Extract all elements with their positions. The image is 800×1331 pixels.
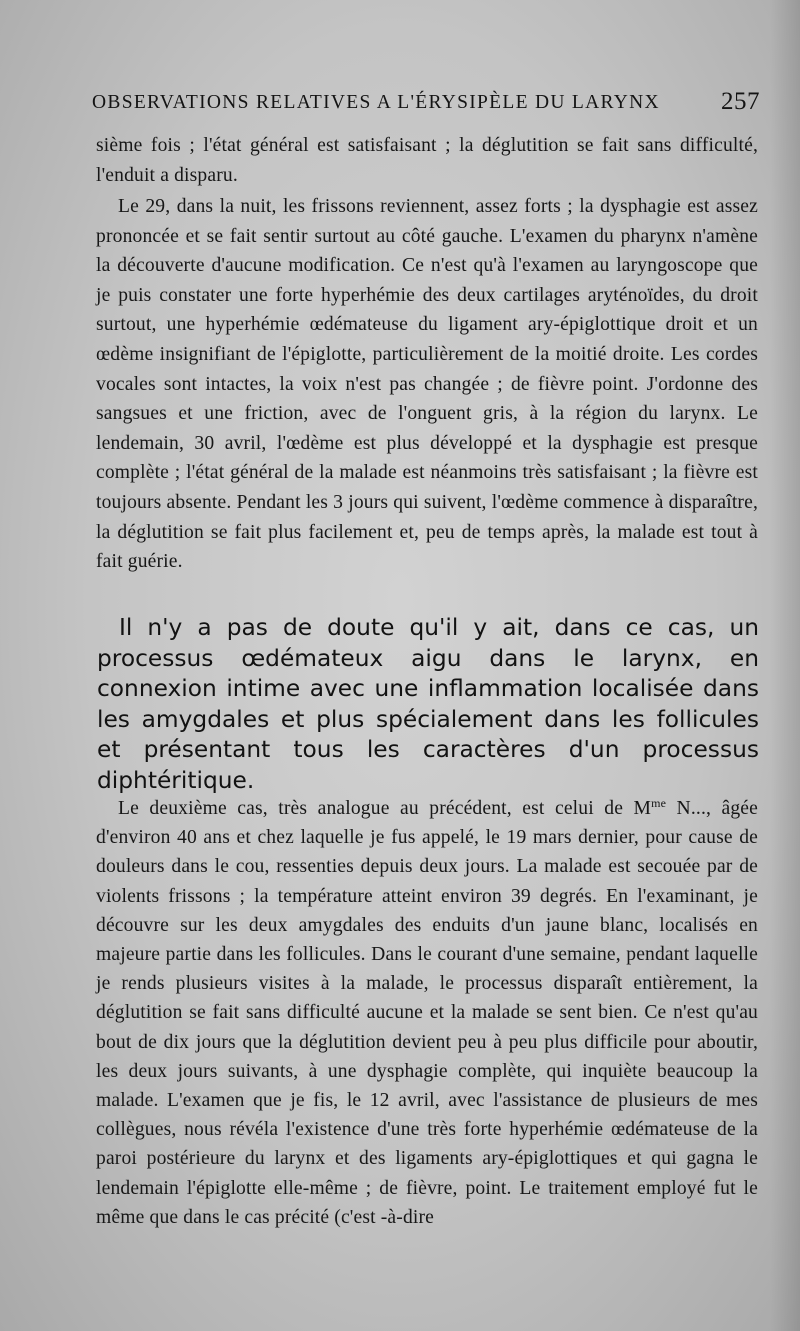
paragraph-case-two [96,794,758,1232]
case-two-opening: Le deuxième cas, très analogue au précédent, est celui de M [118,798,652,819]
page-edge-shadow [770,0,800,1331]
running-title: OBSERVATIONS RELATIVES A L'ÉRYSIPÈLE DU LARYNX [92,92,660,113]
running-header [92,88,772,118]
paragraph-conclusion: Il n'y a pas de doute qu'il y ait, dans ce cas, un processus œdémateux aigu dans le larynx, en connexion intime avec une inflammation localisée dans les amygdales et plus spécialement dans les follicules et présentant tous les caractères d'un processus diphtéritique. [97,614,759,794]
page-number: 257 [721,88,760,115]
title-abbreviation-superscript: me [651,796,667,810]
paragraph-case-one: Le 29, dans la nuit, les frissons reviennent, assez forts ; la dysphagie est assez prononcée et se fait sentir surtout au côté gauche. L'examen du pharynx n'amène la découverte d'aucune modification. Ce n'est qu'à l'examen au laryngoscope que je puis constater une forte hyperhémie des deux cartilages aryténoïdes, du droit surtout, une hyperhémie œdémateuse du ligament ary-épiglottique droit et un œdème insignifiant de l'épiglotte, particulièrement de la moitié droite. Les cordes vocales sont intactes, la voix n'est pas changée ; de fièvre point. J'ordonne des sangsues et une friction, avec de l'onguent gris, à la région du larynx. Le lendemain, 30 avril, l'œdème est plus développé et la dysphagie est presque complète ; l'état général de la malade est néanmoins très satisfaisant ; la fièvre est toujours absente. Pendant les 3 jours qui suivent, l'œdème commence à disparaître, la déglutition se fait plus facilement et, peu de temps après, la malade est tout à fait guérie. [96,196,758,573]
paragraph-continuation: sième fois ; l'état général est satisfaisant ; la déglutition se fait sans difficulté, l'enduit a disparu. [96,135,758,186]
case-two-body: N..., âgée d'environ 40 ans et chez laquelle je fus appelé, le 19 mars dernier, pour cause de douleurs dans le cou, ressenties depuis deux jours. La malade est secouée par de violents frissons ; la température atteint environ 39 degrés. En l'examinant, je découvre sur les deux amygdales des enduits d'un jaune blanc, localisés en majeure partie dans les follicules. Dans le courant d'une semaine, pendant laquelle je rends plusieurs visites à la malade, le processus disparaît entièrement, la déglutition se fait sans difficulté aucune et la malade se sent bien. Ce n'est qu'au bout de dix jours que la déglutition devient peu à peu plus difficile pour aboutir, les deux jours suivants, à une dysphagie complète, qui inquiète beaucoup la malade. L'examen que je fis, le 12 avril, avec l'assistance de plusieurs de mes collègues, nous révéla l'existence d'une très forte hyperhémie œdémateuse de la paroi postérieure du larynx et des ligaments ary-épiglottiques et qui gagna le lendemain l'épiglotte elle-même ; de fièvre, point. Le traitement employé fut le même que dans le cas précité (c'est -à-dire [96,798,758,1228]
